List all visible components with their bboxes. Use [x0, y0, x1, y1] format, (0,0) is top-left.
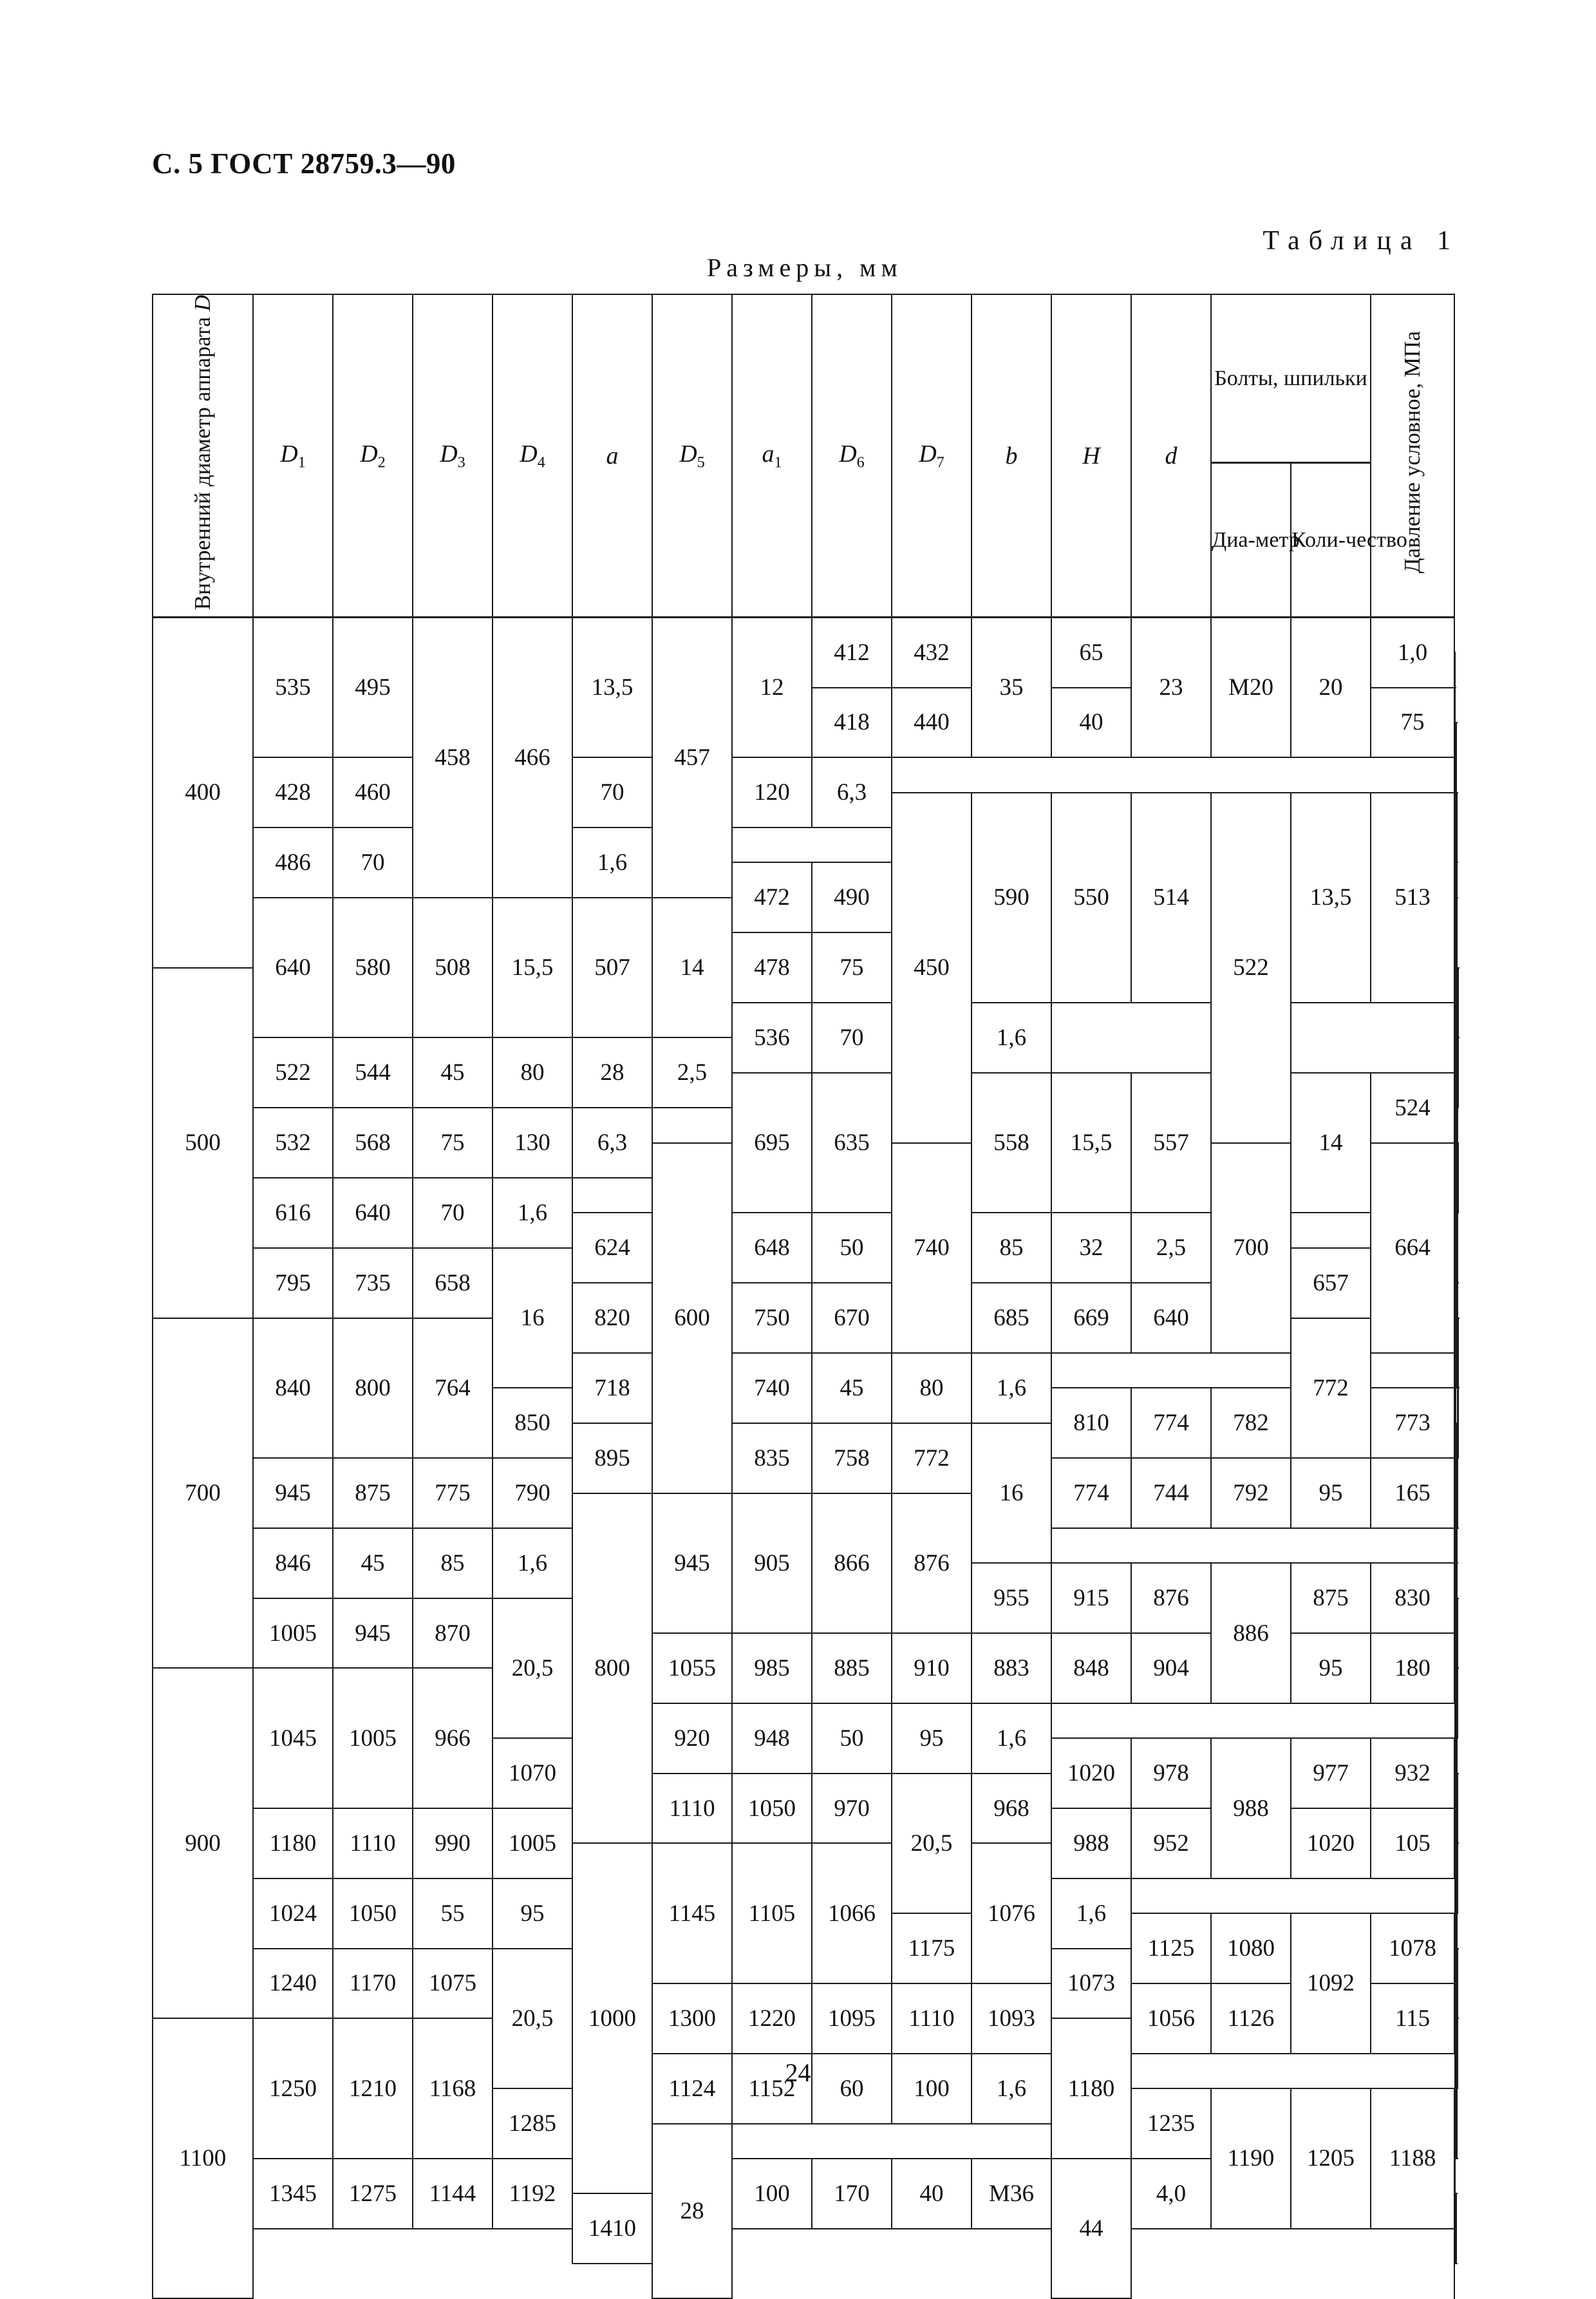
table-cell: 15,5: [493, 898, 572, 1038]
table-cell: 440: [892, 688, 972, 758]
document-header: С. 5 ГОСТ 28759.3—90: [152, 147, 456, 180]
table-cell: 774: [1051, 1458, 1131, 1528]
table-cell: 1080: [1211, 1913, 1291, 1983]
table-cell: 740: [732, 1353, 812, 1423]
table-cell: 1180: [253, 1808, 333, 1878]
table-cell: 1,6: [493, 1528, 572, 1598]
table-cell: 458: [413, 618, 493, 898]
table-cell: 920: [652, 1703, 732, 1774]
table-cell: 624: [572, 1213, 652, 1283]
table-cell: 977: [1291, 1738, 1371, 1808]
table-cell: 1240: [253, 1949, 333, 2019]
table-cell: 978: [1131, 1738, 1211, 1808]
table-cell: 418: [812, 688, 892, 758]
header-b: b: [972, 294, 1051, 618]
table-cell: 657: [1291, 1248, 1371, 1318]
table-cell: 1020: [1051, 1738, 1131, 1808]
table-cell: 457: [652, 618, 732, 898]
table-cell: 758: [812, 1423, 892, 1493]
table-cell: 616: [253, 1178, 333, 1248]
table-cell: 170: [812, 2159, 892, 2229]
header-inner-diameter: Внутренний диаметр аппарата D: [153, 294, 253, 618]
table-cell: 1220: [732, 1983, 812, 2054]
table-cell: 15,5: [1051, 1073, 1131, 1213]
table-cell: 16: [972, 1423, 1051, 1564]
header-bolt-count: Коли-чество: [1291, 463, 1371, 618]
table-cell: 44: [1051, 2159, 1131, 2299]
table-cell: 1188: [1371, 2088, 1454, 2229]
table-cell: 1092: [1291, 1913, 1371, 2054]
table-cell: 790: [493, 1458, 572, 1528]
table-cell: 876: [1131, 1563, 1211, 1633]
table-cell: 1070: [493, 1738, 572, 1808]
table-cell: 886: [1211, 1563, 1291, 1703]
table-cell: 500: [153, 968, 253, 1318]
table-cell: 1100: [153, 2018, 253, 2298]
table-cell: 846: [253, 1528, 333, 1598]
table-cell: 800: [572, 1493, 652, 1844]
table-cell: 1024: [253, 1878, 333, 1949]
page-number: 24: [0, 2058, 1596, 2088]
table-cell: 990: [413, 1808, 493, 1878]
table-cell: 80: [493, 1037, 572, 1108]
dimensions-table: [152, 294, 1459, 2299]
table-cell: 1145: [652, 1843, 732, 1983]
table-cell: 105: [1371, 1808, 1454, 1878]
table-cell: 1126: [1211, 1983, 1291, 2054]
table-cell: 40: [1051, 688, 1131, 758]
table-cell: 1110: [333, 1808, 413, 1878]
table-cell: 45: [812, 1353, 892, 1423]
header-D7: $D_7$: [892, 294, 972, 618]
table-row: [153, 757, 1458, 792]
table-cell: 32: [1051, 1213, 1131, 1283]
table-cell: M20: [1211, 618, 1291, 758]
table-cell: 970: [812, 1774, 892, 1844]
table-cell: 740: [892, 1143, 972, 1353]
table-cell: 955: [972, 1563, 1051, 1633]
table-cell: 23: [1131, 618, 1211, 758]
table-cell: 568: [333, 1108, 413, 1178]
table-cell: 968: [972, 1774, 1051, 1844]
table-cell: 514: [1131, 793, 1211, 1003]
table-cell: 535: [253, 618, 333, 758]
table-body: [153, 618, 1458, 2299]
table-cell: 120: [732, 757, 812, 828]
table-cell: 50: [812, 1703, 892, 1774]
table-cell: 885: [812, 1633, 892, 1703]
table-cell: 70: [333, 828, 413, 898]
table-cell: 20,5: [892, 1774, 972, 1914]
table-cell: 669: [1051, 1283, 1131, 1353]
table-cell: 640: [253, 898, 333, 1038]
table-cell: 522: [253, 1037, 333, 1108]
table-cell: 1,0: [1371, 618, 1454, 688]
table-cell: 932: [1371, 1738, 1454, 1808]
table-cell: 20,5: [493, 1949, 572, 2089]
table-cell: 1055: [652, 1633, 732, 1703]
table-cell: 1056: [1131, 1983, 1211, 2054]
table-cell: 180: [1371, 1633, 1454, 1703]
table-cell: 1,6: [1051, 1878, 1131, 1949]
table-cell: 85: [972, 1213, 1051, 1283]
table-cell: 513: [1371, 793, 1454, 1003]
table-cell: 75: [1371, 688, 1454, 758]
table-cell: 810: [1051, 1388, 1131, 1458]
header-bolt-diameter: Диа-метр: [1211, 463, 1291, 618]
table-cell: 14: [652, 898, 732, 1038]
table-cell: 875: [333, 1458, 413, 1528]
table-cell: 876: [892, 1493, 972, 1634]
table-cell: 1205: [1291, 2088, 1371, 2229]
table-cell: 75: [812, 932, 892, 1003]
table-cell: 60: [812, 2054, 892, 2124]
table-cell: 1152: [732, 2054, 812, 2124]
table-cell: 948: [732, 1703, 812, 1774]
table-row: [153, 618, 1458, 652]
table-cell: 664: [1371, 1143, 1454, 1353]
table-cell: 1020: [1291, 1808, 1371, 1878]
table-cell: 866: [812, 1493, 892, 1634]
table-cell: 14: [1291, 1073, 1371, 1213]
table-cell: 4,0: [1131, 2159, 1211, 2229]
table-cell: 460: [333, 757, 413, 828]
table-cell: 966: [413, 1668, 493, 1808]
table-cell: 735: [333, 1248, 413, 1318]
table-cell: 718: [572, 1353, 652, 1423]
table-cell: 985: [732, 1633, 812, 1703]
table-cell: 85: [413, 1528, 493, 1598]
table-cell: 1180: [1051, 2018, 1131, 2159]
table-cell: 507: [572, 898, 652, 1038]
table-cell: 45: [413, 1037, 493, 1108]
table-cell: 2,5: [1131, 1213, 1211, 1283]
table-cell: 1078: [1371, 1913, 1454, 1983]
table-cell: 490: [812, 862, 892, 932]
table-cell: 850: [493, 1388, 572, 1458]
table-cell: 774: [1131, 1388, 1211, 1458]
table-cell: 1005: [493, 1808, 572, 1878]
table-cell: 100: [732, 2159, 812, 2229]
table-cell: 988: [1211, 1738, 1291, 1878]
table-cell: 775: [413, 1458, 493, 1528]
table-cell: 648: [732, 1213, 812, 1283]
table-cell: 904: [1131, 1633, 1211, 1703]
table-cell: 1285: [493, 2088, 572, 2159]
table-cell: 450: [892, 793, 972, 1143]
table-cell: 65: [1051, 618, 1131, 688]
table-cell: 412: [812, 618, 892, 688]
table-cell: 536: [732, 1003, 812, 1073]
table-cell: 20,5: [493, 1598, 572, 1739]
table-cell: 895: [572, 1423, 652, 1493]
table-cell: 1190: [1211, 2088, 1291, 2229]
table-cell: 70: [812, 1003, 892, 1073]
table-cell: 883: [972, 1633, 1051, 1703]
table-cell: 550: [1051, 793, 1131, 1003]
table-cell: 848: [1051, 1633, 1131, 1703]
table-cell: 95: [493, 1878, 572, 1949]
table-cell: 580: [333, 898, 413, 1038]
table-cell: 945: [253, 1458, 333, 1528]
header-D5: $D_5$: [652, 294, 732, 618]
table-cell: 1,6: [972, 2054, 1051, 2124]
table-cell: 532: [253, 1108, 333, 1178]
table-cell: 764: [413, 1318, 493, 1459]
table-cell: 840: [253, 1318, 333, 1459]
table-cell: 12: [732, 618, 812, 758]
table-cell: 1345: [253, 2159, 333, 2229]
table-cell: 1124: [652, 2054, 732, 2124]
table-cell: 782: [1211, 1388, 1291, 1458]
table-cell: 1144: [413, 2159, 493, 2229]
table-cell: 945: [333, 1598, 413, 1669]
header-a1: $a_1$: [732, 294, 812, 618]
table-cell: 100: [892, 2054, 972, 2124]
table-cell: 486: [253, 828, 333, 898]
table-cell: 1000: [572, 1843, 652, 2193]
table-cell: 45: [333, 1528, 413, 1598]
table-cell: 95: [1291, 1633, 1371, 1703]
table-cell: 1235: [1131, 2088, 1211, 2159]
table-cell: 472: [732, 862, 812, 932]
table-cell: 80: [892, 1353, 972, 1423]
table-cell: 685: [972, 1283, 1051, 1353]
table-cell: 6,3: [572, 1108, 652, 1178]
table-row: [153, 2229, 1458, 2264]
table-cell: 988: [1051, 1808, 1131, 1878]
table-caption: Размеры, мм: [707, 252, 903, 283]
table-cell: 50: [812, 1213, 892, 1283]
table-cell: 20: [1291, 618, 1371, 758]
table-cell: 1095: [812, 1983, 892, 2054]
table-cell: 95: [892, 1703, 972, 1774]
table-cell: 640: [333, 1178, 413, 1248]
header-D3: $D_3$: [413, 294, 493, 618]
table-cell: 40: [892, 2159, 972, 2229]
table-cell: 28: [652, 2124, 732, 2299]
table-cell: 910: [892, 1633, 972, 1703]
table-cell: 478: [732, 932, 812, 1003]
table-cell: 557: [1131, 1073, 1211, 1213]
table-cell: 544: [333, 1037, 413, 1108]
table-cell: 800: [333, 1318, 413, 1459]
table-cell: 13,5: [1291, 793, 1371, 1003]
table-cell: 70: [413, 1178, 493, 1248]
table-cell: 1275: [333, 2159, 413, 2229]
table-cell: 55: [413, 1878, 493, 1949]
table-cell: 875: [1291, 1563, 1371, 1633]
table-cell: 400: [153, 618, 253, 968]
table-cell: 905: [732, 1493, 812, 1634]
table-cell: 1,6: [972, 1353, 1051, 1423]
table-cell: 1,6: [493, 1178, 572, 1248]
table-cell: 700: [1211, 1143, 1291, 1353]
table-cell: 75: [413, 1108, 493, 1178]
table-cell: 1073: [1051, 1949, 1131, 2019]
table-cell: 1110: [892, 1983, 972, 2054]
table-cell: 28: [572, 1037, 652, 1108]
table-cell: 744: [1131, 1458, 1211, 1528]
table-cell: 1250: [253, 2018, 333, 2159]
table-cell: 1005: [253, 1598, 333, 1669]
table-cell: 772: [1291, 1318, 1371, 1459]
table-cell: 1075: [413, 1949, 493, 2019]
table-cell: 658: [413, 1248, 493, 1318]
table-cell: 1300: [652, 1983, 732, 2054]
table-cell: 495: [333, 618, 413, 758]
table-cell: 945: [652, 1493, 732, 1634]
table-cell: 1045: [253, 1668, 333, 1808]
table-cell: 900: [153, 1668, 253, 2018]
table-cell: 1192: [493, 2159, 572, 2229]
table-cell: 1410: [572, 2193, 652, 2264]
table-cell: 1066: [812, 1843, 892, 1983]
table-cell: 750: [732, 1283, 812, 1353]
table-cell: 1168: [413, 2018, 493, 2159]
header-D2: $D_2$: [333, 294, 413, 618]
table-cell: 508: [413, 898, 493, 1038]
table-cell: 70: [572, 757, 652, 828]
table-cell: 1170: [333, 1949, 413, 2019]
table-cell: 772: [892, 1423, 972, 1493]
header-a: a: [572, 294, 652, 618]
table-cell: 1050: [333, 1878, 413, 1949]
table-cell: 16: [493, 1248, 572, 1388]
table-cell: 1076: [972, 1843, 1051, 1983]
header-bolts: Болты, шпильки: [1211, 294, 1371, 463]
table-row: [153, 2264, 1458, 2298]
header-D4: $D_4$: [493, 294, 572, 618]
header-D6: $D_6$: [812, 294, 892, 618]
table-cell: 35: [972, 618, 1051, 758]
table-cell: 428: [253, 757, 333, 828]
table-cell: M36: [972, 2159, 1051, 2229]
table-cell: 1050: [732, 1774, 812, 1844]
table-cell: 1125: [1131, 1913, 1211, 1983]
table-cell: 635: [812, 1073, 892, 1213]
table-cell: 558: [972, 1073, 1051, 1213]
table-cell: 1093: [972, 1983, 1051, 2054]
table-cell: 695: [732, 1073, 812, 1213]
table-cell: 1110: [652, 1774, 732, 1844]
table-cell: 792: [1211, 1458, 1291, 1528]
table-cell: 1,6: [572, 828, 652, 898]
table-cell: 700: [153, 1318, 253, 1669]
table-cell: 1175: [892, 1913, 972, 1983]
header-D1: $D_1$: [253, 294, 333, 618]
table-cell: 2,5: [652, 1037, 732, 1108]
table-cell: 870: [413, 1598, 493, 1669]
table-cell: 466: [493, 618, 572, 898]
table-cell: 1005: [333, 1668, 413, 1808]
table-cell: 830: [1371, 1563, 1454, 1633]
table-cell: 165: [1371, 1458, 1454, 1528]
table-cell: 670: [812, 1283, 892, 1353]
table-cell: 1,6: [972, 1003, 1051, 1073]
table-cell: 432: [892, 618, 972, 688]
table-cell: 590: [972, 793, 1051, 1003]
table-cell: 820: [572, 1283, 652, 1353]
header-H: H: [1051, 294, 1131, 618]
table-cell: 1105: [732, 1843, 812, 1983]
table-cell: 773: [1371, 1388, 1454, 1458]
table-cell: 6,3: [812, 757, 892, 828]
header-d: d: [1131, 294, 1211, 618]
table-cell: 600: [652, 1143, 732, 1493]
table-cell: 524: [1371, 1073, 1454, 1143]
table-cell: 522: [1211, 793, 1291, 1143]
table-cell: 95: [1291, 1458, 1371, 1528]
table-cell: 13,5: [572, 618, 652, 758]
header-pressure: Давление условное, МПа: [1371, 294, 1454, 618]
table-cell: 795: [253, 1248, 333, 1318]
table-cell: 115: [1371, 1983, 1454, 2054]
table-cell: 1210: [333, 2018, 413, 2159]
table-cell: 835: [732, 1423, 812, 1493]
table-cell: 915: [1051, 1563, 1131, 1633]
table-cell: 640: [1131, 1283, 1211, 1353]
table-cell: 130: [493, 1108, 572, 1178]
table-cell: 1,6: [972, 1703, 1051, 1774]
table-label: Таблица 1: [1263, 225, 1460, 256]
table-cell: 952: [1131, 1808, 1211, 1878]
